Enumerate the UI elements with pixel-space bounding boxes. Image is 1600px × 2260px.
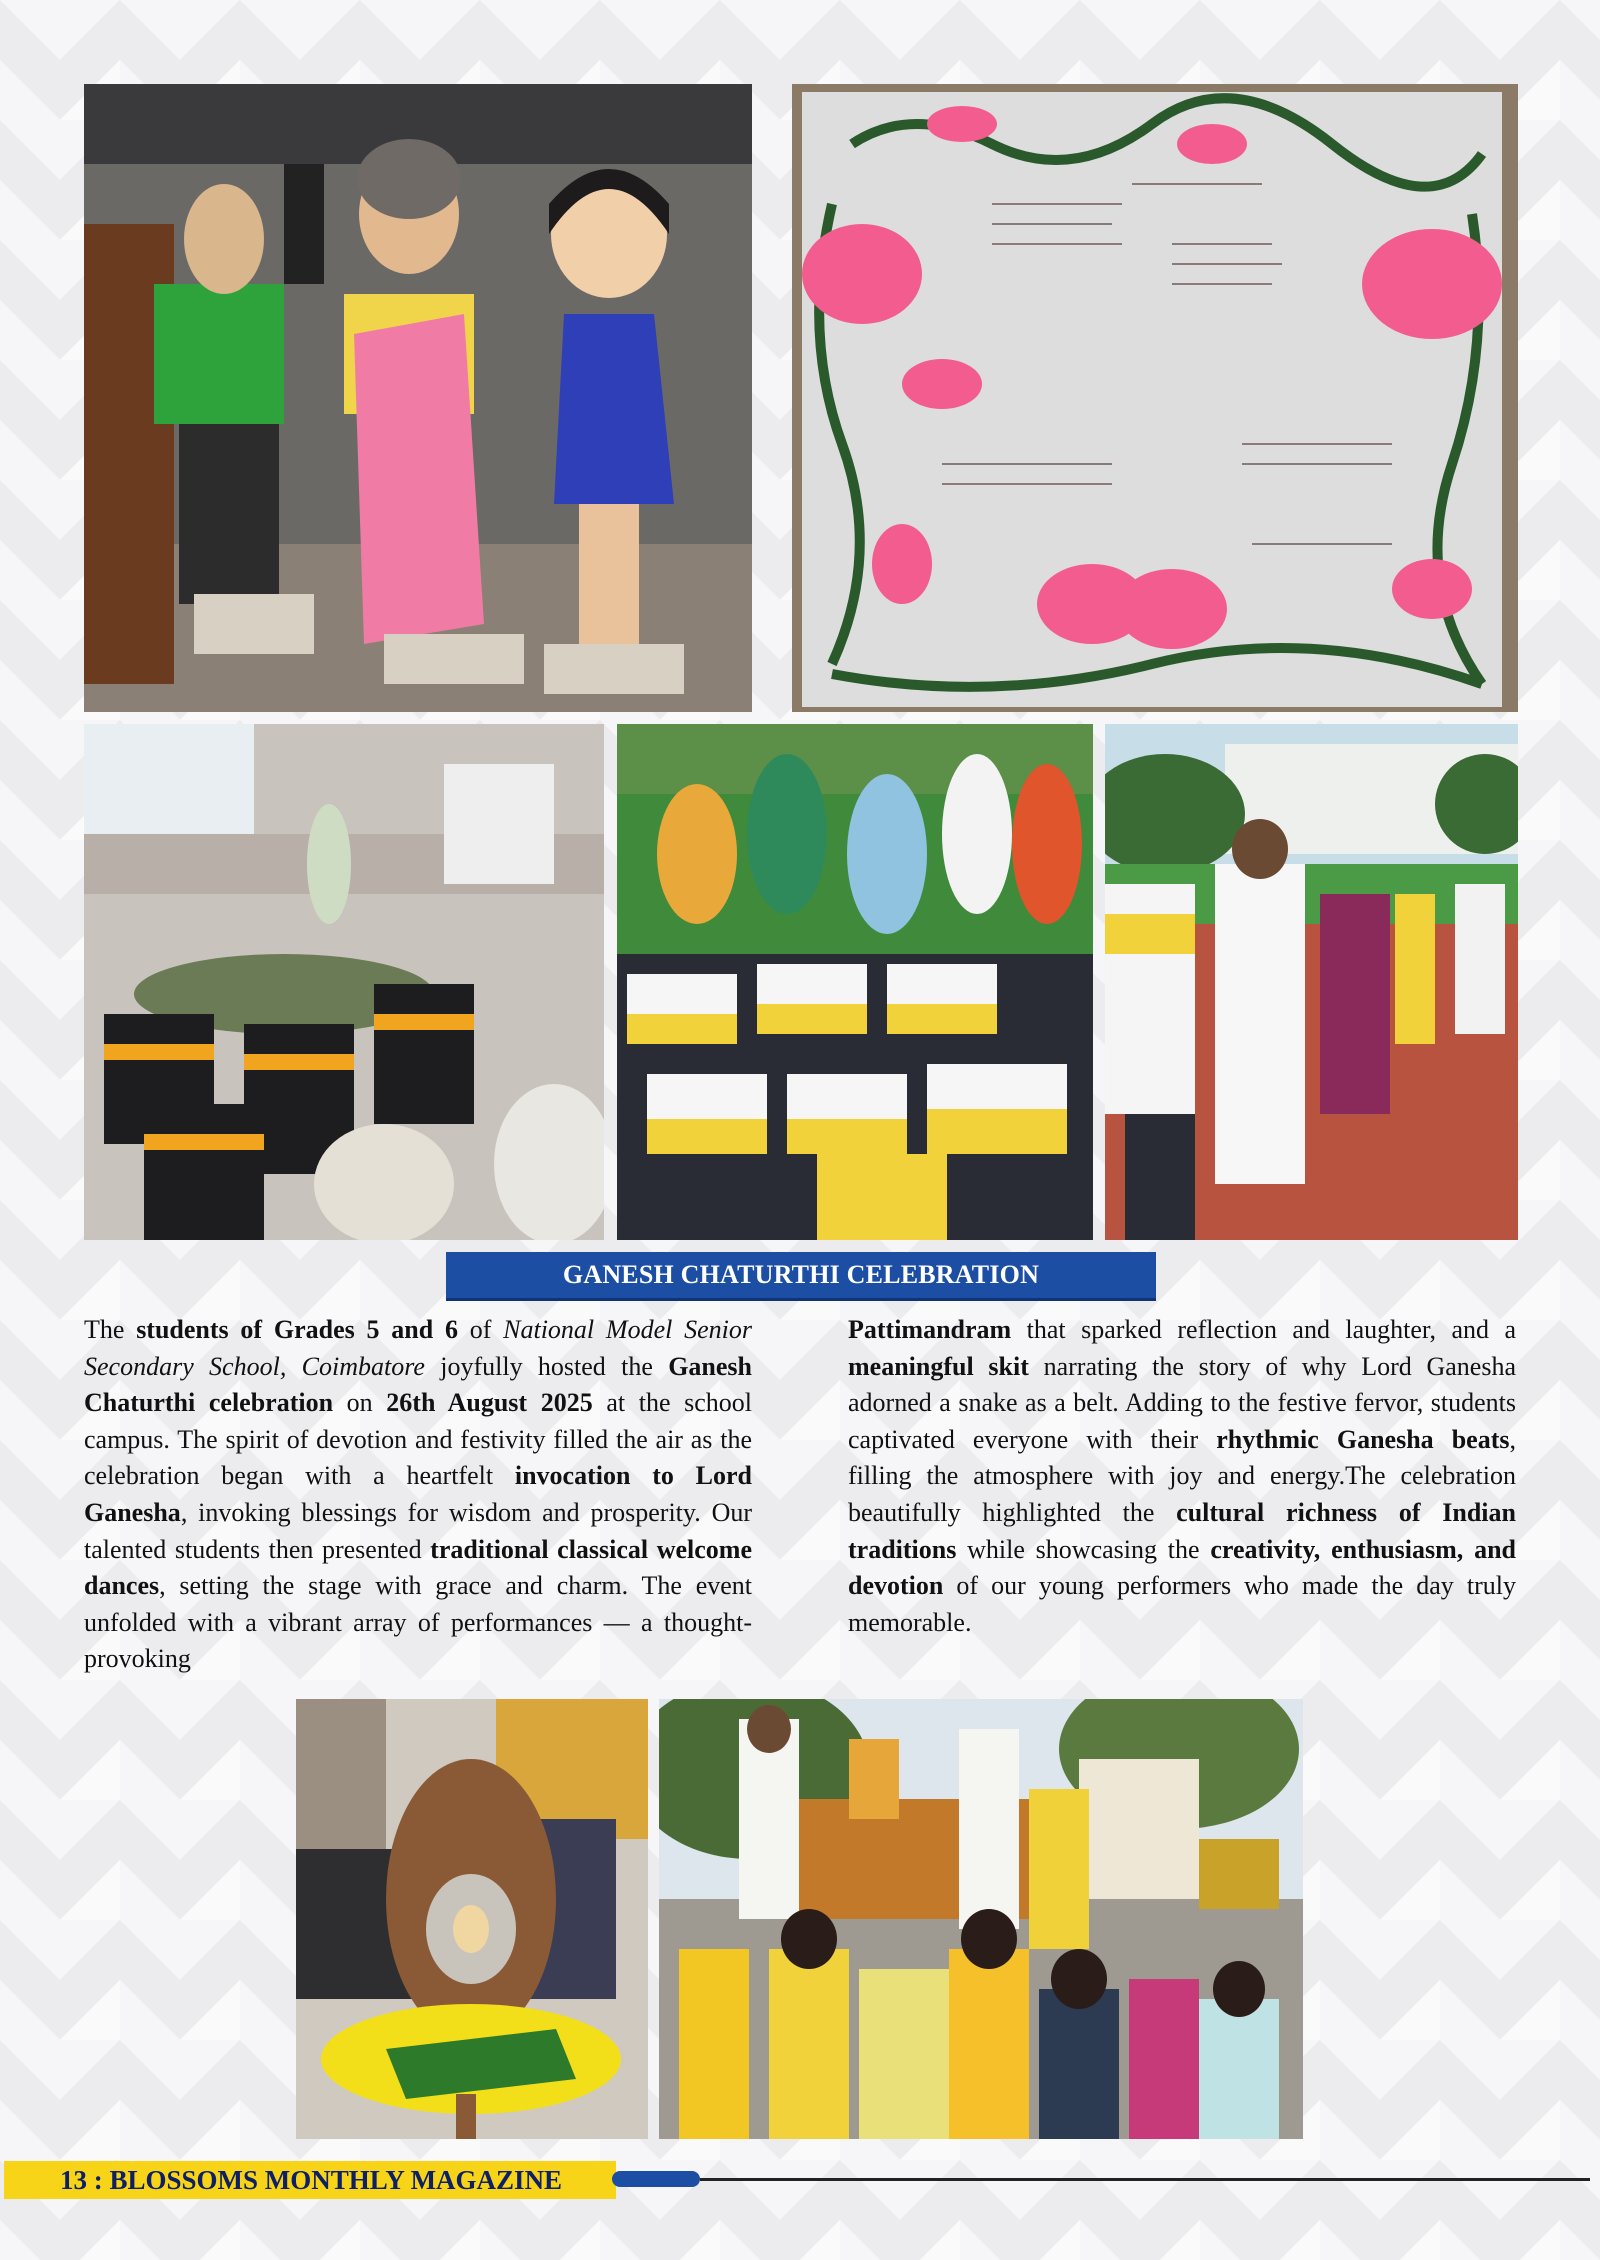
article-text-bold: traditional classical welcome dances — [84, 1534, 752, 1601]
article-text-bold: Pattimandram — [848, 1315, 1012, 1344]
photo-auditorium-audience — [84, 724, 604, 1240]
article-text-italic: National Model Senior Secondary School, Coimbatore — [84, 1315, 752, 1381]
article-column-left — [84, 1312, 752, 1678]
article-text: at the school campus. The spirit of devotion and festivity filled the air as the celebration began with a heartfelt — [84, 1388, 752, 1491]
article-text: that sparked reflection and laughter, and a — [1011, 1315, 1516, 1344]
photo-track-walk — [1105, 724, 1518, 1240]
article-text-bold: creativity, enthusiasm, and devotion — [848, 1534, 1516, 1601]
footer-magazine-label — [4, 2161, 616, 2199]
photo-lotus-chart — [792, 84, 1518, 712]
photo-coconut-ganesha — [296, 1699, 648, 2139]
article-text: narrating the story of why Lord Ganesha adorned a snake as a belt. Adding to the festive fervor, students captivated everyone with their — [848, 1351, 1516, 1454]
article-text-bold: 26th August 2025 — [386, 1388, 593, 1418]
article-text: , filling the atmosphere with joy and energy.The celebration beautifully highlighted the — [848, 1424, 1516, 1527]
section-title: GANESH CHATURTHI CELEBRATION — [562, 1260, 1040, 1289]
article-text: , setting the stage with grace and charm. The event unfolded with a vibrant array of performances — a thought-provoking — [84, 1571, 752, 1674]
photo-puja-procession — [659, 1699, 1303, 2139]
article-text-bold: cultural richness of Indian traditions — [848, 1497, 1516, 1564]
article-text: on — [333, 1388, 387, 1418]
article-column-right — [848, 1312, 1516, 1641]
article-text-bold: invocation to Lord Ganesha — [84, 1461, 752, 1527]
article-text: of our young performers who made the day truly memorable. — [848, 1571, 1516, 1637]
article-text-bold: rhythmic Ganesha beats — [1216, 1424, 1510, 1454]
article-text: while showcasing the — [956, 1534, 1211, 1564]
footer-accent-pill — [612, 2171, 700, 2187]
footer-label-text: 13 : BLOSSOMS MONTHLY MAGAZINE — [60, 2164, 563, 2195]
section-title-banner — [446, 1252, 1156, 1301]
article-text-bold: Ganesh Chaturthi celebration — [84, 1351, 753, 1418]
photo-students-ground — [617, 724, 1093, 1240]
article-text: The — [84, 1315, 137, 1344]
article-text-bold: meaningful skit — [848, 1351, 1029, 1381]
photo-cutout-figures — [84, 84, 752, 712]
article-text: of — [457, 1315, 504, 1344]
article-text: joyfully hosted the — [424, 1351, 669, 1381]
article-text-bold: students of Grades 5 and 6 — [136, 1315, 458, 1344]
article-text: , invoking blessings for wisdom and prosperity. Our talented students then presented — [84, 1497, 752, 1564]
footer-rule — [700, 2178, 1590, 2181]
